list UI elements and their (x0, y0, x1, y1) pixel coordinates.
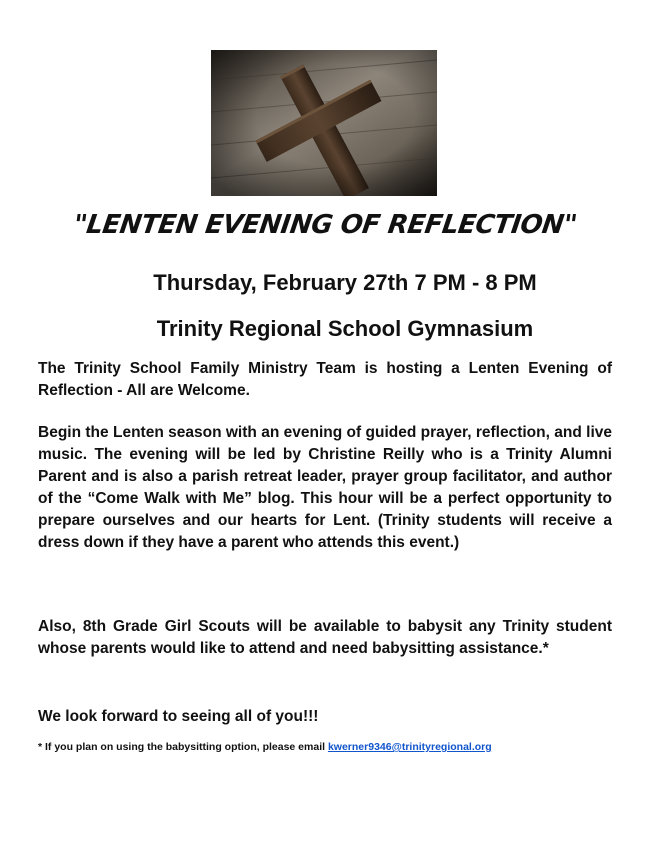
contact-email-link[interactable]: kwerner9346@trinityregional.org (327, 741, 492, 753)
closing-paragraph: We look forward to seeing all of you!!! (38, 708, 319, 725)
event-date-time: Thursday, February 27th 7 PM - 8 PM (153, 270, 537, 295)
intro-paragraph: The Trinity School Family Ministry Team is hosting a Lenten Evening of Reflection - All are Welcome. (38, 360, 612, 399)
event-title: "LENTEN EVENING OF REFLECTION" (71, 210, 579, 240)
event-venue: Trinity Regional School Gymnasium (156, 316, 534, 341)
babysitting-paragraph: Also, 8th Grade Girl Scouts will be available to babysit any Trinity student whose parents would like to attend and need babysitting assistance.* (38, 618, 612, 657)
babysitting-footnote (38, 741, 618, 753)
wooden-cross-photo (211, 50, 437, 196)
footnote-text: * If you plan on using the babysitting option, please email (38, 741, 328, 753)
details-paragraph: Begin the Lenten season with an evening of guided prayer, reflection, and live music. The evening will be led by Christine Reilly who is a Trinity Alumni Parent and is also a parish retreat leader, prayer group facilitator, and author of the “Come Walk with Me” blog. This hour will be a perfect opportunity to prepare ourselves and our hearts for Lent. (Trinity students will receive a dress down if they have a parent who attends this event.) (38, 424, 612, 551)
